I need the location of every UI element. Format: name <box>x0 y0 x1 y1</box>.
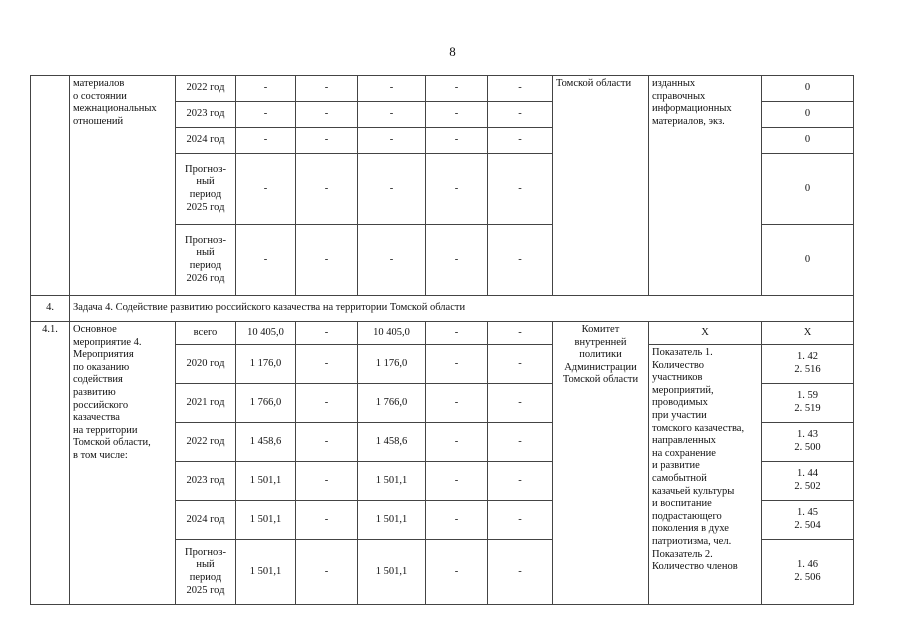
executor-cell <box>553 76 649 296</box>
amount-cell <box>426 501 488 540</box>
indicator-line: на сохранение <box>652 447 716 459</box>
indicator-line: и развитие <box>652 460 700 472</box>
indicator-value-line: 1. 59 <box>797 390 818 402</box>
activity-name-cell <box>70 76 176 296</box>
indicator-value: 0 <box>804 253 811 265</box>
indicator-value-cell <box>762 322 854 345</box>
indicator-line: патриотизма, чел. <box>652 535 732 547</box>
activity-name-line: материалов <box>73 78 125 89</box>
activity-name-line: мероприятие 4. <box>73 336 142 348</box>
indicator-value-cell <box>762 540 854 605</box>
amount-cell <box>236 102 296 128</box>
section-1-body <box>31 76 854 296</box>
amount-value: 1 501,1 <box>249 565 282 577</box>
task-number-cell <box>31 296 70 322</box>
period-line: 2022 год <box>186 82 225 94</box>
indicator-value-cell <box>762 501 854 540</box>
indicator-value: 0 <box>804 182 811 194</box>
period-line: ный <box>196 176 215 188</box>
amount-cell <box>296 462 358 501</box>
indicator-value-cell <box>762 225 854 296</box>
amount-value: - <box>389 82 394 94</box>
period-line: 2024 год <box>186 134 225 146</box>
executor-line: политики <box>579 349 622 361</box>
amount-value: - <box>454 182 459 194</box>
indicator-line: и воспитание <box>652 498 712 510</box>
amount-value: - <box>263 134 268 146</box>
indicator-total-cell <box>649 322 762 345</box>
indicator-value-line: 1. 42 <box>797 351 818 363</box>
amount-cell <box>426 322 488 345</box>
indicator-value-line: 2. 502 <box>794 481 821 492</box>
executor-cell <box>553 322 649 605</box>
amount-cell <box>426 384 488 423</box>
amount-value: - <box>518 474 522 486</box>
amount-cell <box>358 384 426 423</box>
amount-cell <box>296 501 358 540</box>
amount-cell <box>296 345 358 384</box>
amount-value: 1 458,6 <box>249 435 282 447</box>
indicator-value-line: 2. 504 <box>794 520 821 531</box>
indicator-line: томского казачества, <box>652 422 745 434</box>
activity-name-line: содействия <box>73 374 123 386</box>
period-line: 2026 год <box>186 272 225 284</box>
amount-cell <box>236 501 296 540</box>
amount-cell <box>488 225 553 296</box>
period-line: 2022 год <box>186 435 225 447</box>
indicator-line: изданных <box>652 78 696 89</box>
amount-value: 10 405,0 <box>247 326 284 338</box>
amount-value: - <box>324 253 329 265</box>
amount-cell <box>358 501 426 540</box>
period-line: период <box>189 189 222 200</box>
task-4-body <box>31 296 854 322</box>
table-row <box>31 76 854 102</box>
amount-cell <box>296 423 358 462</box>
indicator-value: 0 <box>804 82 811 94</box>
row-number: 4.1. <box>42 324 58 335</box>
amount-cell <box>488 462 553 501</box>
indicator-value-line: 1. 44 <box>797 468 818 480</box>
indicator-line: при участии <box>652 409 707 421</box>
amount-value: 1 176,0 <box>249 357 282 369</box>
amount-value: - <box>324 513 329 525</box>
amount-value: - <box>454 565 459 577</box>
period-line: 2023 год <box>186 108 225 120</box>
row-number-cell <box>31 76 70 296</box>
amount-cell <box>426 128 488 154</box>
amount-value: - <box>324 396 329 408</box>
indicator-value-cell <box>762 154 854 225</box>
amount-value: - <box>324 474 329 486</box>
amount-value: - <box>454 396 459 408</box>
indicator-line: направленных <box>652 435 716 447</box>
period-line: Прогноз- <box>185 234 226 246</box>
activity-name-line: по оказанию <box>73 361 130 373</box>
amount-cell <box>236 540 296 605</box>
indicator-value: 0 <box>804 134 811 146</box>
amount-value: - <box>518 108 522 120</box>
indicator-value-line: 1. 46 <box>797 559 818 571</box>
amount-value: - <box>518 435 522 447</box>
amount-value: - <box>454 357 459 369</box>
indicator-line: казачьей культуры <box>652 485 735 497</box>
task-row <box>31 296 854 322</box>
indicator-cell <box>649 345 762 605</box>
indicator-value-cell <box>762 102 854 128</box>
amount-value: 10 405,0 <box>373 326 410 338</box>
indicator-value-line: 2. 519 <box>794 403 821 414</box>
amount-value: - <box>324 108 329 120</box>
indicator-total: Х <box>701 326 709 338</box>
period-cell <box>176 76 236 102</box>
amount-cell <box>488 102 553 128</box>
amount-cell <box>358 128 426 154</box>
amount-cell <box>358 540 426 605</box>
amount-cell <box>236 384 296 423</box>
indicator-value-line: 2. 516 <box>794 364 821 375</box>
period-line: всего <box>193 326 218 338</box>
indicator-value-line: 1. 43 <box>797 429 818 441</box>
amount-value: 1 766,0 <box>249 396 282 408</box>
amount-value: - <box>518 357 522 369</box>
indicator-line: мероприятий, <box>652 384 714 396</box>
amount-cell <box>488 154 553 225</box>
activity-name-line: Мероприятия <box>73 349 134 361</box>
period-cell <box>176 225 236 296</box>
amount-value: - <box>518 513 522 525</box>
amount-value: - <box>454 82 459 94</box>
indicator-line: участников <box>652 372 703 384</box>
period-line: 2023 год <box>186 474 225 486</box>
period-cell <box>176 384 236 423</box>
activity-name-line: российского <box>73 399 129 411</box>
indicator-value-cell <box>762 128 854 154</box>
section-2-body <box>31 322 854 605</box>
amount-cell <box>296 540 358 605</box>
executor-line: Администрации <box>564 361 637 373</box>
amount-value: - <box>454 513 459 525</box>
task-title-cell <box>70 296 854 322</box>
amount-cell <box>296 322 358 345</box>
indicator-value-line: 2. 500 <box>794 442 821 453</box>
amount-cell <box>426 462 488 501</box>
amount-cell <box>296 154 358 225</box>
amount-cell <box>296 76 358 102</box>
amount-cell <box>296 384 358 423</box>
table-row <box>31 322 854 345</box>
indicator-line: Количество членов <box>652 561 738 573</box>
activity-name-line: в том числе: <box>73 449 128 461</box>
indicator-line: справочных <box>652 90 706 102</box>
amount-value: - <box>454 134 459 146</box>
indicator-line: материалов, экз. <box>652 115 725 127</box>
amount-cell <box>426 102 488 128</box>
amount-value: - <box>518 326 522 338</box>
amount-cell <box>488 76 553 102</box>
indicator-line: проводимых <box>652 397 708 409</box>
amount-value: - <box>324 565 329 577</box>
amount-value: - <box>518 565 522 577</box>
amount-cell <box>488 540 553 605</box>
task-number: 4. <box>46 302 54 314</box>
amount-value: - <box>389 108 394 120</box>
indicator-value-cell <box>762 462 854 501</box>
period-line: 2024 год <box>186 513 225 525</box>
amount-cell <box>358 225 426 296</box>
activity-name-cell <box>70 322 176 605</box>
period-line: 2025 год <box>186 201 225 213</box>
amount-value: 1 501,1 <box>249 474 282 486</box>
amount-value: 1 501,1 <box>249 513 282 525</box>
amount-cell <box>488 501 553 540</box>
amount-value: 1 458,6 <box>375 435 408 447</box>
amount-value: - <box>518 182 522 194</box>
activity-name-line: казачества <box>73 412 120 424</box>
amount-value: - <box>263 253 268 265</box>
activity-name-line: отношений <box>73 115 124 127</box>
period-cell <box>176 540 236 605</box>
amount-cell <box>236 225 296 296</box>
amount-cell <box>236 345 296 384</box>
period-cell <box>176 501 236 540</box>
amount-cell <box>236 154 296 225</box>
period-line: 2021 год <box>186 396 225 408</box>
amount-cell <box>296 102 358 128</box>
activity-name-line: Основное <box>73 324 117 335</box>
indicator-cell <box>649 76 762 296</box>
amount-value: - <box>454 435 459 447</box>
amount-cell <box>296 128 358 154</box>
period-cell <box>176 322 236 345</box>
indicator-value-cell <box>762 76 854 102</box>
indicator-line: Показатель 1. <box>652 347 713 358</box>
amount-value: 1 501,1 <box>375 474 408 486</box>
amount-cell <box>488 423 553 462</box>
period-line: 2020 год <box>186 357 225 369</box>
period-cell <box>176 345 236 384</box>
amount-value: - <box>454 253 459 265</box>
amount-value: - <box>324 435 329 447</box>
amount-value: - <box>324 182 329 194</box>
activity-name-line: на территории <box>73 424 138 436</box>
amount-cell <box>426 76 488 102</box>
indicator-value-cell <box>762 384 854 423</box>
amount-cell <box>426 423 488 462</box>
amount-value: 1 176,0 <box>375 357 408 369</box>
period-cell <box>176 128 236 154</box>
amount-value: - <box>324 326 329 338</box>
amount-value: - <box>389 182 394 194</box>
program-table <box>30 75 854 605</box>
executor-text: Томской области <box>556 78 632 89</box>
indicator-line: самобытной <box>652 472 707 484</box>
activity-name-line: Томской области, <box>73 437 151 449</box>
indicator-value-cell <box>762 345 854 384</box>
amount-cell <box>236 128 296 154</box>
amount-value: - <box>389 134 394 146</box>
amount-value: - <box>518 134 522 146</box>
indicator-line: Количество <box>652 359 705 371</box>
period-cell <box>176 154 236 225</box>
amount-cell <box>358 154 426 225</box>
amount-cell <box>236 76 296 102</box>
period-line: Прогноз- <box>185 163 226 175</box>
amount-cell <box>358 462 426 501</box>
amount-value: - <box>454 108 459 120</box>
indicator-value-line: 1. 45 <box>797 507 818 519</box>
executor-line: Томской области <box>562 374 639 386</box>
indicator-line: поколения в духе <box>652 523 729 535</box>
amount-value: - <box>518 396 522 408</box>
amount-cell <box>236 322 296 345</box>
activity-name-line: межнациональных <box>73 103 157 115</box>
amount-cell <box>358 102 426 128</box>
amount-cell <box>358 76 426 102</box>
period-line: ный <box>196 559 215 571</box>
amount-cell <box>488 345 553 384</box>
indicator-value: Х <box>803 326 812 338</box>
amount-value: - <box>263 182 268 194</box>
amount-cell <box>488 128 553 154</box>
executor-line: внутренней <box>574 336 627 348</box>
indicator-line: подрастающего <box>652 510 722 522</box>
indicator-line: Показатель 2. <box>652 548 713 560</box>
amount-cell <box>236 462 296 501</box>
period-line: Прогноз- <box>185 546 226 558</box>
amount-value: - <box>454 326 459 338</box>
amount-cell <box>296 225 358 296</box>
amount-value: - <box>518 253 522 265</box>
indicator-value-cell <box>762 423 854 462</box>
period-line: период <box>189 260 222 271</box>
amount-value: 1 766,0 <box>375 396 408 408</box>
amount-value: - <box>263 82 268 94</box>
amount-cell <box>426 154 488 225</box>
amount-cell <box>358 423 426 462</box>
amount-cell <box>426 540 488 605</box>
amount-cell <box>236 423 296 462</box>
amount-cell <box>358 345 426 384</box>
amount-value: 1 501,1 <box>375 513 408 525</box>
amount-cell <box>426 345 488 384</box>
period-cell <box>176 423 236 462</box>
amount-value: - <box>454 474 459 486</box>
page-number: 8 <box>449 44 456 59</box>
period-cell <box>176 102 236 128</box>
indicator-value-line: 2. 506 <box>794 572 821 583</box>
amount-value: - <box>263 108 268 120</box>
indicator-line: информационных <box>652 103 732 115</box>
activity-name-line: о состоянии <box>73 90 127 102</box>
amount-value: - <box>324 134 329 146</box>
period-cell <box>176 462 236 501</box>
period-line: период <box>189 572 222 583</box>
amount-value: 1 501,1 <box>375 565 408 577</box>
amount-cell <box>488 384 553 423</box>
executor-line: Комитет <box>581 324 620 335</box>
period-line: 2025 год <box>186 584 225 596</box>
indicator-value: 0 <box>804 108 811 120</box>
period-line: ный <box>196 247 215 259</box>
activity-name-line: развитию <box>73 386 116 398</box>
amount-cell <box>488 322 553 345</box>
amount-value: - <box>389 253 394 265</box>
amount-value: - <box>324 82 329 94</box>
amount-value: - <box>518 82 522 94</box>
amount-value: - <box>324 357 329 369</box>
task-title: Задача 4. Содействие развитию российского казачества на территории Томской области <box>73 302 466 314</box>
amount-cell <box>426 225 488 296</box>
amount-cell <box>358 322 426 345</box>
row-number-cell <box>31 322 70 605</box>
